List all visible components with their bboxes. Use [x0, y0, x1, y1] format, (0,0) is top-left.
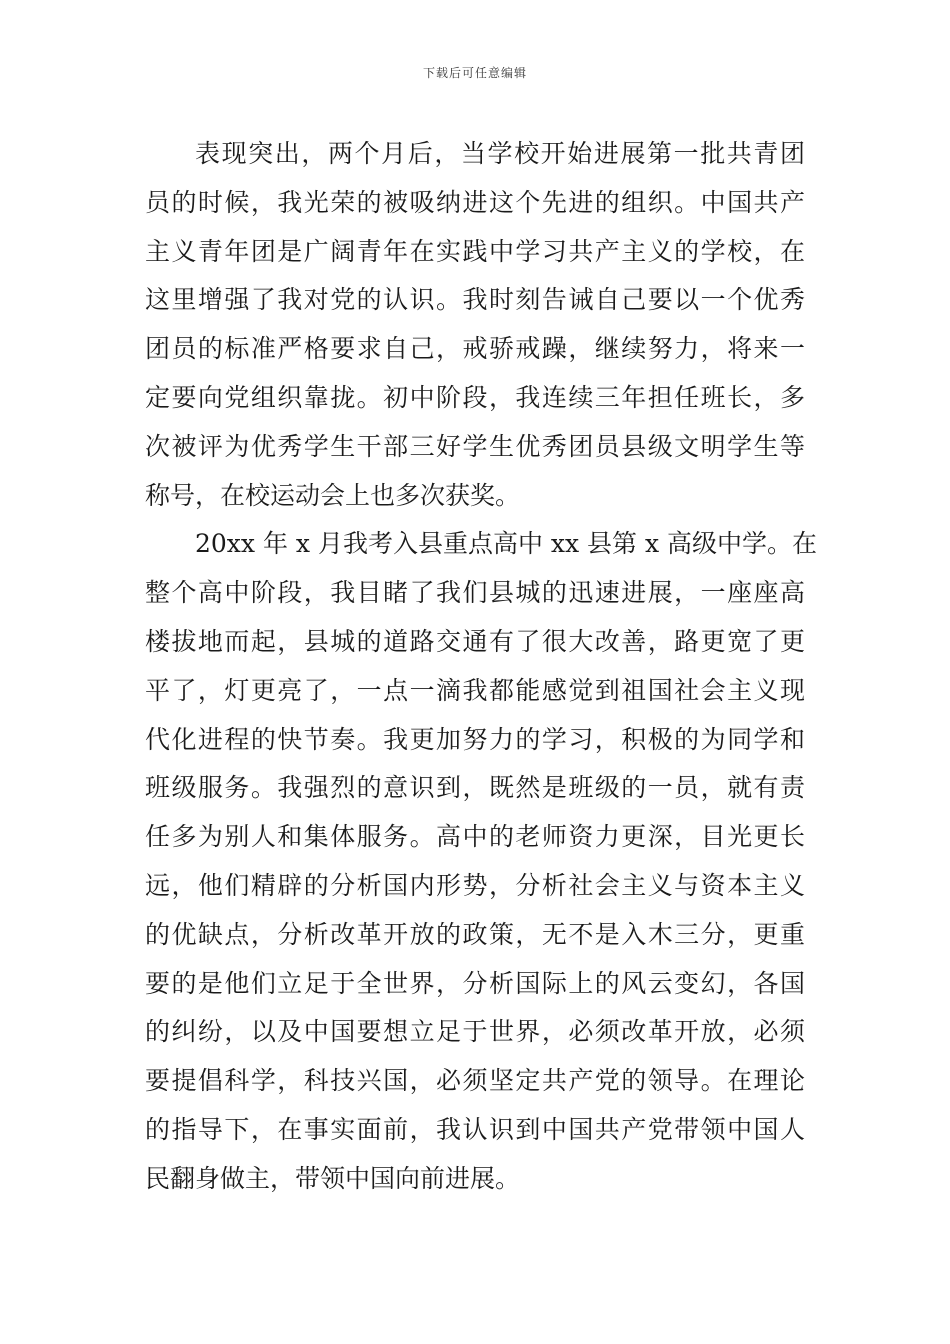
text-line: 要提倡科学，科技兴国，必须坚定共产党的领导。在理论 — [145, 1066, 805, 1096]
text-line: 楼拔地而起，县城的道路交通有了很大改善，路更宽了更 — [145, 626, 805, 656]
text-line: 任多为别人和集体服务。高中的老师资力更深，目光更长 — [145, 822, 805, 852]
text-line: 这里增强了我对党的认识。我时刻告诫自己要以一个优秀 — [145, 285, 805, 315]
text-line: 班级服务。我强烈的意识到，既然是班级的一员，就有责 — [145, 773, 805, 803]
paragraph-2 — [145, 520, 818, 1203]
text-line: 定要向党组织靠拢。初中阶段，我连续三年担任班长，多 — [145, 382, 805, 412]
text-line: 的纠纷，以及中国要想立足于世界，必须改革开放，必须 — [145, 1017, 805, 1047]
document-body — [145, 130, 818, 1204]
text-line: 民翻身做主，带领中国向前进展。 — [145, 1163, 521, 1193]
text-line: 平了，灯更亮了，一点一滴我都能感觉到祖国社会主义现 — [145, 675, 805, 705]
text-line: 的优缺点，分析改革开放的政策，无不是入木三分，更重 — [145, 919, 805, 949]
text-line: 20xx 年 x 月我考入县重点高中 xx 县第 x 高级中学。在 — [195, 529, 818, 559]
text-line: 表现突出，两个月后，当学校开始进展第一批共青团 — [195, 139, 805, 168]
text-line: 要的是他们立足于全世界，分析国际上的风云变幻，各国 — [145, 968, 805, 998]
text-line: 的指导下，在事实面前，我认识到中国共产党带领中国人 — [145, 1114, 805, 1144]
text-line: 整个高中阶段，我目睹了我们县城的迅速进展，一座座高 — [145, 578, 805, 608]
text-line: 远，他们精辟的分析国内形势，分析社会主义与资本主义 — [145, 870, 805, 900]
text-line: 代化进程的快节奏。我更加努力的学习，积极的为同学和 — [145, 724, 805, 754]
text-line: 员的时候，我光荣的被吸纳进这个先进的组织。中国共产 — [145, 187, 805, 217]
text-line: 次被评为优秀学生干部三好学生优秀团员县级文明学生等 — [145, 431, 805, 461]
page-header-note: 下载后可任意编辑 — [422, 66, 527, 80]
paragraph-1 — [145, 130, 805, 520]
text-line: 主义青年团是广阔青年在实践中学习共产主义的学校，在 — [145, 236, 805, 266]
text-line: 团员的标准严格要求自己，戒骄戒躁，继续努力，将来一 — [145, 334, 805, 364]
text-line: 称号，在校运动会上也多次获奖。 — [145, 480, 521, 510]
